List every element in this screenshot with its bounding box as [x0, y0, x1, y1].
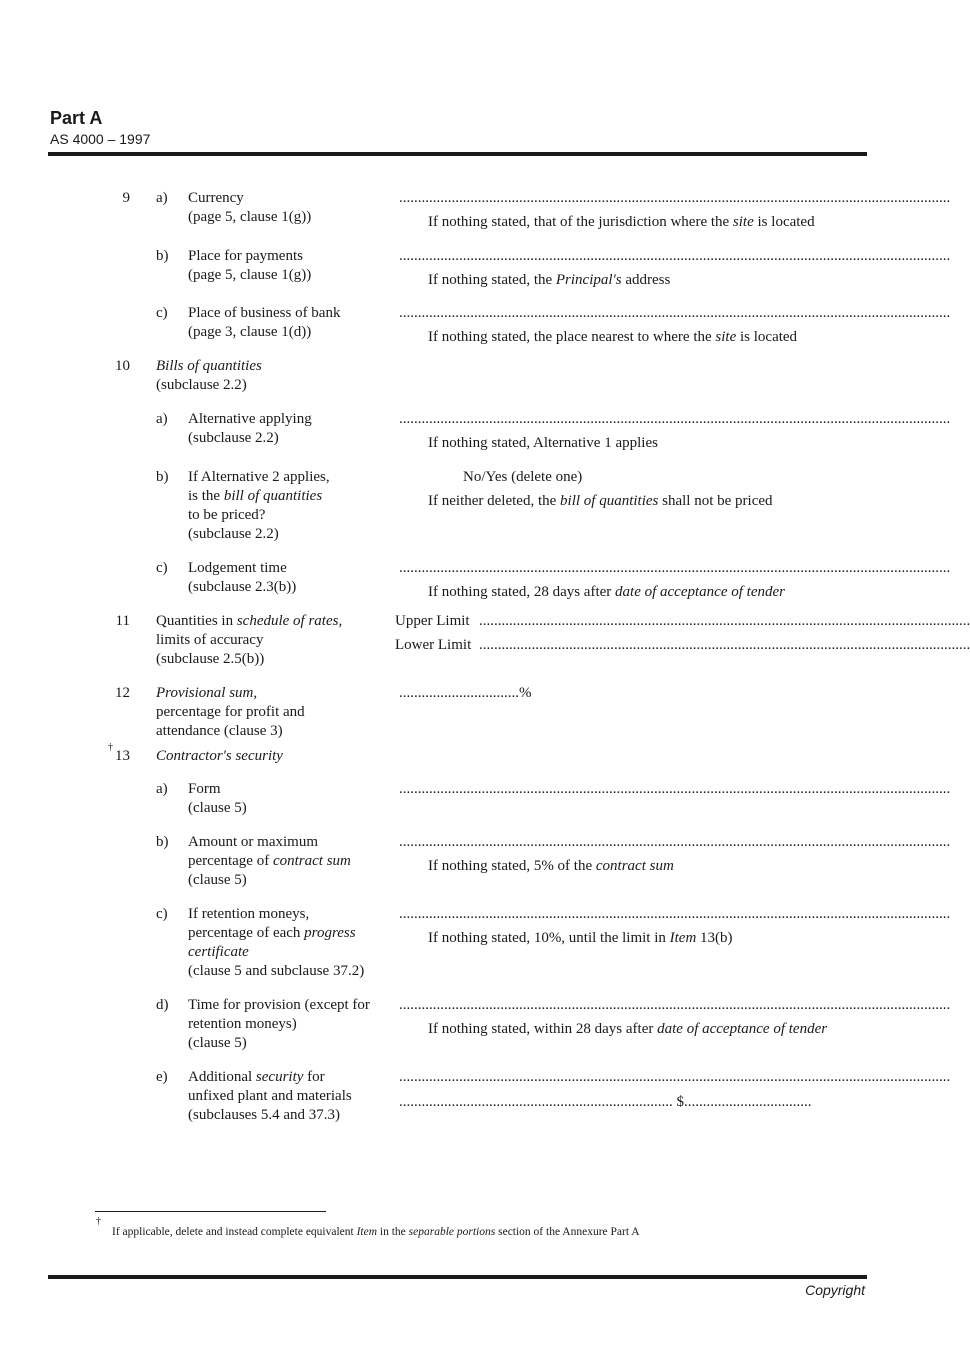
item-11-label-line2: limits of accuracy	[156, 632, 264, 648]
item-13b-letter: b)	[156, 834, 169, 850]
lower-limit-label: Lower Limit	[395, 637, 472, 653]
item-9b-reference: (page 5, clause 1(g))	[188, 267, 312, 283]
item-13b-label: Amount or maximum	[188, 834, 318, 850]
item-13c-label: If retention moneys,	[188, 906, 310, 922]
item-12-label: Provisional sum,	[156, 685, 258, 701]
item-13c-letter: c)	[156, 906, 168, 922]
upper-limit-label: Upper Limit	[395, 613, 470, 629]
item-9a-entry-line[interactable]: ...................................................................................................................................................	[399, 190, 951, 206]
item-13d-label-line2: retention moneys)	[188, 1016, 297, 1032]
item-10-title: Bills of quantities	[156, 358, 262, 374]
item-13b-entry-line[interactable]: ...................................................................................................................................................	[399, 834, 951, 850]
item-13e-label-line2: unfixed plant and materials	[188, 1088, 352, 1104]
item-13b-note: If nothing stated, 5% of the contract sum	[428, 858, 674, 874]
item-13-title: Contractor's security	[156, 748, 283, 764]
item-10b-label: If Alternative 2 applies,	[188, 469, 330, 485]
item-9b-entry-line[interactable]: ...................................................................................................................................................	[399, 248, 951, 264]
item-13c-reference: (clause 5 and subclause 37.2)	[188, 963, 365, 979]
item-9a-reference: (page 5, clause 1(g))	[188, 209, 312, 225]
item-12-percentage-entry[interactable]: ................................%	[399, 685, 532, 701]
item-9b-letter: b)	[156, 248, 169, 264]
header-rule	[48, 152, 867, 156]
item-11-label: Quantities in schedule of rates,	[156, 613, 343, 629]
item-9b-label: Place for payments	[188, 248, 303, 264]
item-10a-note: If nothing stated, Alternative 1 applies	[428, 435, 658, 451]
page-title: Part A	[50, 108, 103, 128]
item-10a-letter: a)	[156, 411, 168, 427]
item-10b-choice[interactable]: No/Yes (delete one)	[463, 469, 583, 485]
item-13d-entry-line[interactable]: ...................................................................................................................................................	[399, 997, 951, 1013]
item-9b-note: If nothing stated, the Principal's address	[428, 272, 671, 288]
item-10-number: 10	[115, 358, 130, 374]
item-11-reference: (subclause 2.5(b))	[156, 651, 265, 667]
item-9c-note: If nothing stated, the place nearest to where the site is located	[428, 329, 798, 345]
item-9c-letter: c)	[156, 305, 168, 321]
item-10a-label: Alternative applying	[188, 411, 312, 427]
item-9a-letter: a)	[156, 190, 168, 206]
item-10c-entry-line[interactable]: ...................................................................................................................................................	[399, 560, 951, 576]
item-12-number: 12	[115, 685, 130, 701]
item-13e-reference: (subclauses 5.4 and 37.3)	[188, 1107, 341, 1123]
copyright-label: Copyright	[805, 1282, 865, 1298]
item-13a-entry-line[interactable]: ...................................................................................................................................................	[399, 781, 951, 797]
item-13b-label-line2: percentage of contract sum	[188, 853, 351, 869]
footnote-dagger-mark: †	[96, 1216, 101, 1227]
item-10b-label-line3: to be priced?	[188, 507, 266, 523]
footer-rule	[48, 1275, 867, 1279]
item-12-label-line2: percentage for profit and	[156, 704, 305, 720]
item-11-number: 11	[115, 613, 130, 629]
item-10b-reference: (subclause 2.2)	[188, 526, 279, 542]
item-13d-letter: d)	[156, 997, 169, 1013]
item-9a-label: Currency	[188, 190, 244, 206]
footnote-rule	[95, 1211, 326, 1212]
item-10a-reference: (subclause 2.2)	[188, 430, 279, 446]
standard-number: AS 4000 – 1997	[50, 131, 151, 147]
item-13e-letter: e)	[156, 1069, 168, 1085]
item-10b-label-line2: is the bill of quantities	[188, 488, 323, 504]
item-13a-label: Form	[188, 781, 221, 797]
item-13d-reference: (clause 5)	[188, 1035, 247, 1051]
item-13b-reference: (clause 5)	[188, 872, 247, 888]
item-12-reference: attendance (clause 3)	[156, 723, 283, 739]
item-13e-amount-entry-line[interactable]: ......................................................................... $..................................	[399, 1094, 812, 1110]
item-10c-reference: (subclause 2.3(b))	[188, 579, 297, 595]
footnote-text: If applicable, delete and instead complete equivalent Item in the separable portions section of the Annexure Part A	[112, 1226, 640, 1238]
item-13c-note: If nothing stated, 10%, until the limit in Item 13(b)	[428, 930, 733, 946]
item-10b-note: If neither deleted, the bill of quantities shall not be priced	[428, 493, 773, 509]
item-10a-entry-line[interactable]: ...................................................................................................................................................	[399, 411, 951, 427]
item-13c-label-line2: percentage of each progress	[188, 925, 356, 941]
item-9c-reference: (page 3, clause 1(d))	[188, 324, 312, 340]
item-13e-entry-line[interactable]: ...................................................................................................................................................	[399, 1069, 951, 1085]
item-13d-note: If nothing stated, within 28 days after date of acceptance of tender	[428, 1021, 828, 1037]
item-13c-label-line3: certificate	[188, 944, 249, 960]
upper-limit-entry-line[interactable]: ...................................................................................................................................	[479, 613, 970, 629]
lower-limit-entry-line[interactable]: ...................................................................................................................................	[479, 637, 970, 653]
item-13c-entry-line[interactable]: ...................................................................................................................................................	[399, 906, 951, 922]
item-10c-label: Lodgement time	[188, 560, 287, 576]
item-9c-label: Place of business of bank	[188, 305, 341, 321]
item-9c-entry-line[interactable]: ...................................................................................................................................................	[399, 305, 951, 321]
item-9-number: 9	[122, 190, 130, 206]
item-10c-letter: c)	[156, 560, 168, 576]
item-10-reference: (subclause 2.2)	[156, 377, 247, 393]
item-13a-letter: a)	[156, 781, 168, 797]
item-13-number: 13	[115, 748, 130, 764]
item-13a-reference: (clause 5)	[188, 800, 247, 816]
item-13d-label: Time for provision (except for	[188, 997, 370, 1013]
item-10c-note: If nothing stated, 28 days after date of acceptance of tender	[428, 584, 785, 600]
item-13-dagger-mark: †	[108, 742, 113, 753]
item-9a-note: If nothing stated, that of the jurisdiction where the site is located	[428, 214, 815, 230]
item-10b-letter: b)	[156, 469, 169, 485]
item-13e-label: Additional security for	[188, 1069, 325, 1085]
